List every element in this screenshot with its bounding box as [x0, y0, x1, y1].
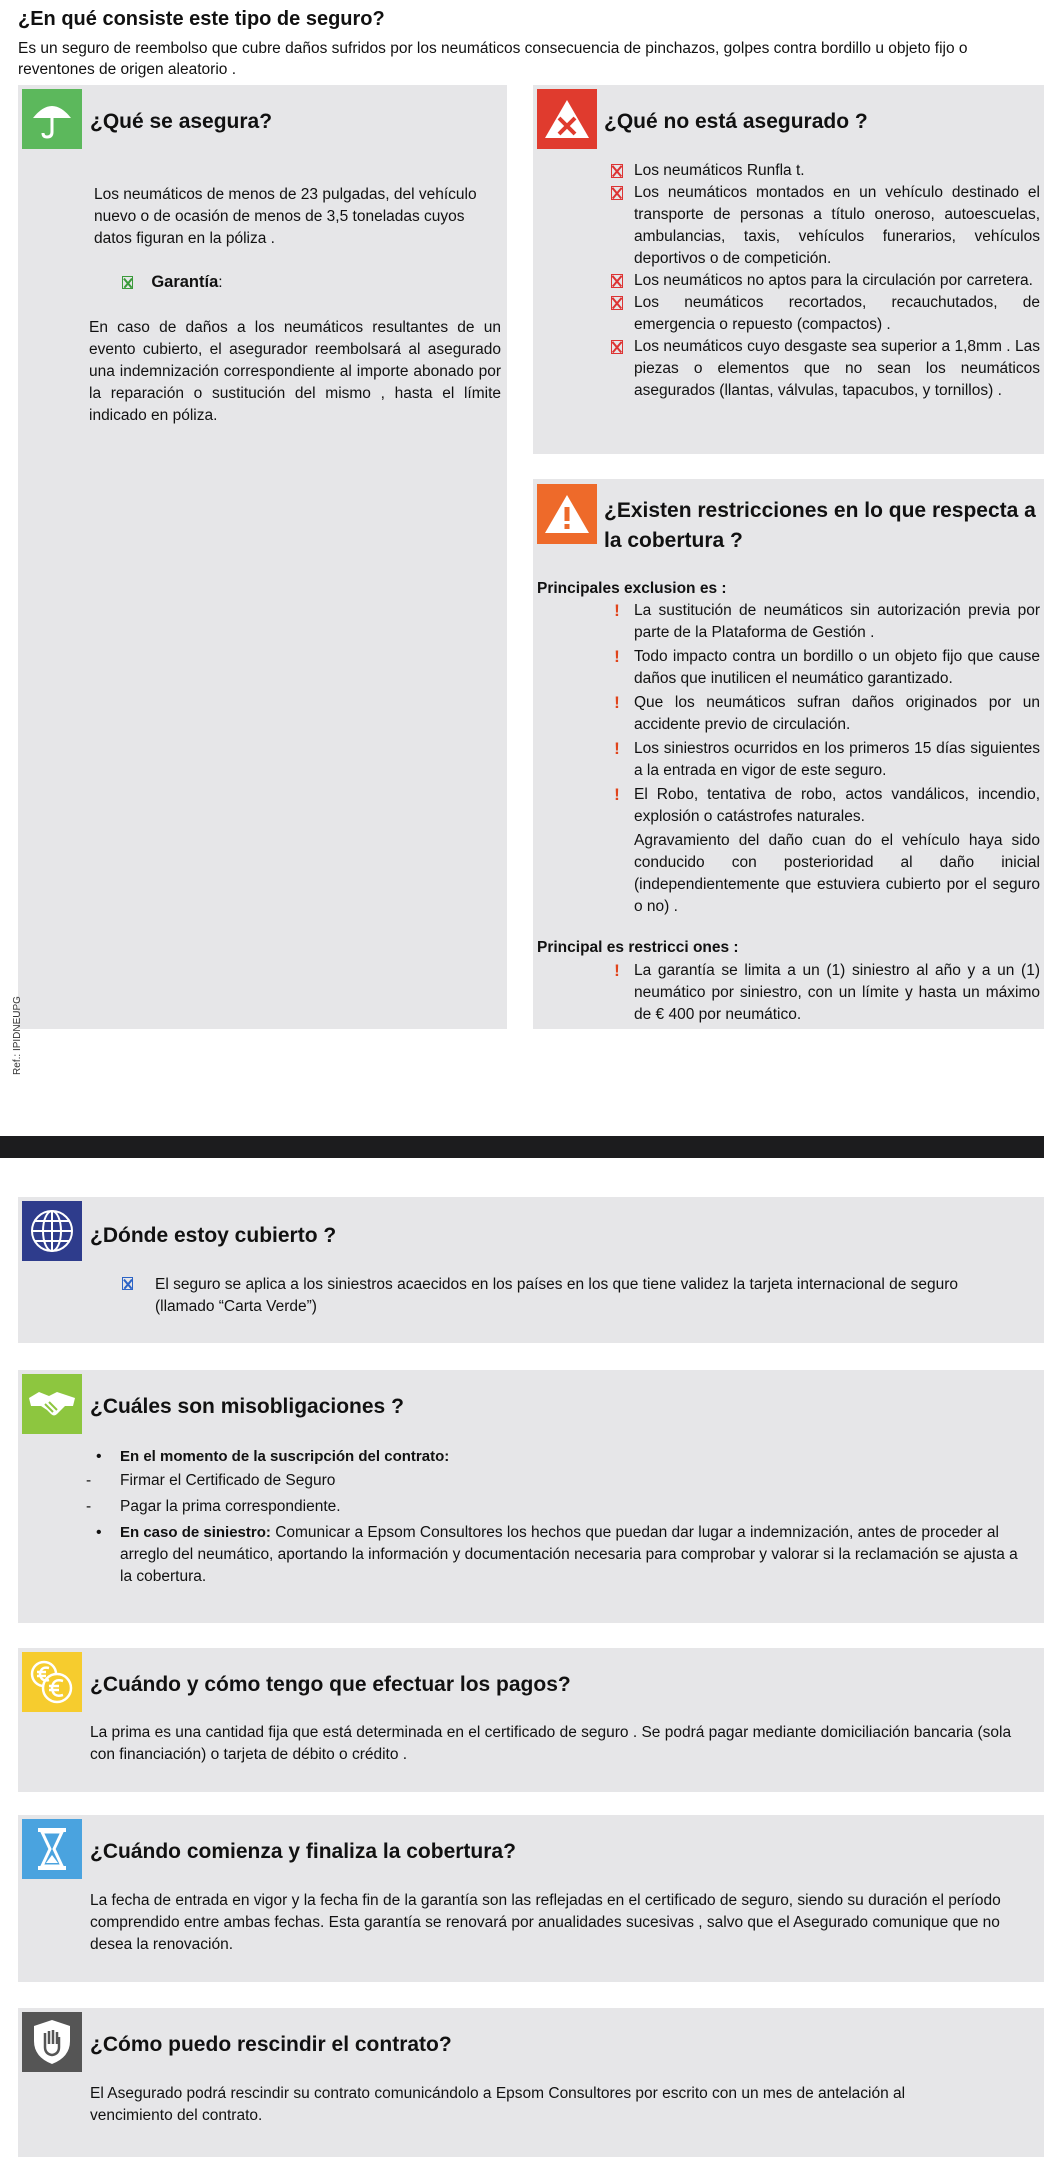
- list-item: Los neumáticos cuyo desgaste sea superior a 1,8mm . Las piezas o elementos que no sean los neumáticos asegurados (llantas, válvulas, tapacubos, y tornillos) .: [608, 336, 1040, 402]
- guarantee-label: Garantía: [151, 273, 219, 291]
- restrictions-list: [608, 960, 1040, 1026]
- list-item: ! La sustitución de neumáticos sin autorización previa por parte de la Plataforma de Gestión .: [608, 600, 1040, 644]
- list-item: - Firmar el Certificado de Seguro: [86, 1472, 336, 1489]
- shield-hand-icon: [22, 2012, 82, 2072]
- list-item: • En caso de siniestro: Comunicar a Epsom Consultores los hechos que puedan dar lugar a indemnización, antes de proceder al arreglo del neumático, aportando la información y documentación necesaria para comprobar y valorar si la reclamación se ajusta a la cobertura.: [96, 1524, 1018, 1585]
- coins-icon: [22, 1652, 82, 1712]
- where-panel: [18, 1197, 1044, 1343]
- handshake-icon: [22, 1374, 82, 1434]
- insured-title: ¿Qué se asegura?: [90, 110, 273, 133]
- restrictions-title: ¿Existen restricciones en lo que respecta a la cobertura ?: [604, 499, 1036, 552]
- where-row: [122, 1274, 1002, 1318]
- list-item: ! Todo impacto contra un bordillo o un objeto fijo que cause daños que inutilicen el neumático garantizado.: [608, 646, 1040, 690]
- exclamation-icon: !: [614, 961, 620, 980]
- where-title: ¿Dónde estoy cubierto ?: [90, 1224, 337, 1247]
- payments-title: ¿Cuándo y cómo tengo que efectuar los pagos?: [90, 1673, 571, 1696]
- reference-code: Ref.: IPIDNEUPG: [11, 996, 23, 1075]
- list-item: Los neumáticos Runfla t.: [608, 160, 1040, 182]
- coverage-title: ¿Cuándo comienza y finaliza la cobertura?: [90, 1840, 516, 1863]
- list-item: • En el momento de la suscripción del contrato:: [96, 1448, 450, 1465]
- hourglass-icon: [22, 1819, 82, 1879]
- obligations-body: [88, 1446, 1018, 1588]
- list-item: ! La garantía se limita a un (1) siniestro al año y a un (1) neumático por siniestro, con un límite y hasta un máximo de € 400 por neumático.: [608, 960, 1040, 1026]
- x-box-icon: [611, 186, 623, 200]
- list-item: Los neumáticos no aptos para la circulación por carretera.: [608, 270, 1040, 292]
- cancel-title: ¿Cómo puedo rescindir el contrato?: [90, 2033, 452, 2056]
- list-item: - Pagar la prima correspondiente.: [86, 1498, 341, 1515]
- coverage-text: La fecha de entrada en vigor y la fecha fin de la garantía son las reflejadas en el certificado de seguro, siendo su duración el período comprendido entre ambas fechas. Esta garantía se renovará por anualidades sucesivas , salvo que el Asegurado comunique que no desea la renovación.: [90, 1892, 1001, 1953]
- list-item: ! El Robo, tentativa de robo, actos vandálicos, incendio, explosión o catástrofes naturales.: [608, 784, 1040, 828]
- guarantee-text: En caso de daños a los neumáticos resultantes de un evento cubierto, el asegurador reembolsará al asegurado una indemnización correspondiente al importe abonado por la reparación o sustitución del mismo , hasta el límite indicado en póliza.: [89, 319, 501, 424]
- list-item: ! Que los neumáticos sufran daños originados por un accidente previo de circulación.: [608, 692, 1040, 736]
- check-box-icon: [122, 1277, 133, 1290]
- x-box-icon: [611, 164, 623, 178]
- payments-text: La prima es una cantidad fija que está determinada en el certificado de seguro . Se podrá pagar mediante domiciliación bancaria (sola con financiación) o tarjeta de débito o crédito .: [90, 1724, 1012, 1763]
- exclusions-label: Principales exclusion es :: [537, 580, 727, 597]
- exclamation-icon: !: [614, 647, 620, 666]
- umbrella-icon: [22, 89, 82, 149]
- exclamation-icon: !: [614, 601, 620, 620]
- list-item: ! Los siniestros ocurridos en los primeros 15 días siguientes a la entrada en vigor de este seguro.: [608, 738, 1040, 782]
- obligations-title: ¿Cuáles son misobligaciones ?: [90, 1395, 404, 1418]
- restrictions-label: Principal es restricci ones :: [537, 939, 739, 956]
- insured-description: Los neumáticos de menos de 23 pulgadas, del vehículo nuevo o de ocasión de menos de 3,5 toneladas cuyos datos figuran en la póliza .: [94, 186, 477, 247]
- list-item: Los neumáticos recortados, recauchutados, de emergencia o repuesto (compactos) .: [608, 292, 1040, 336]
- exclamation-icon: !: [614, 785, 620, 804]
- exclamation-icon: !: [614, 693, 620, 712]
- exclusions-list: [608, 600, 1040, 918]
- x-box-icon: [611, 274, 623, 288]
- intro-text: Es un seguro de reembolso que cubre daños sufridos por los neumáticos consecuencia de pinchazos, golpes contra bordillo u objeto fijo o reventones de origen aleatorio .: [18, 40, 968, 78]
- where-text: El seguro se aplica a los siniestros acaecidos en los países en los que tiene validez la tarjeta internacional de seguro (llamado “Carta Verde”): [155, 1276, 959, 1315]
- exclamation-icon: !: [614, 739, 620, 758]
- warning-x-icon: [537, 89, 597, 149]
- page-divider: [0, 1136, 1044, 1158]
- guarantee-colon: :: [218, 274, 223, 291]
- globe-icon: [22, 1201, 82, 1261]
- x-box-icon: [611, 296, 623, 310]
- guarantee-row: [122, 271, 223, 294]
- x-box-icon: [611, 340, 623, 354]
- check-box-icon: [122, 276, 133, 289]
- warning-icon: [537, 484, 597, 544]
- not-insured-list: [608, 160, 1040, 402]
- list-item: Agravamiento del daño cuan do el vehículo haya sido conducido con posterioridad al daño inicial (independientemente que estuviera cubierto por el seguro o no) .: [634, 832, 1040, 915]
- cancel-text: El Asegurado podrá rescindir su contrato comunicándolo a Epsom Consultores por escrito con un mes de antelación al vencimiento del contrato.: [90, 2085, 906, 2124]
- not-insured-title: ¿Qué no está asegurado ?: [604, 110, 868, 133]
- intro-title: ¿En qué consiste este tipo de seguro?: [18, 8, 385, 30]
- list-item: Los neumáticos montados en un vehículo destinado el transporte de personas a título oneroso, autoescuelas, ambulancias, taxis, vehículos funerarios, vehículos deportivos o de competición.: [608, 182, 1040, 270]
